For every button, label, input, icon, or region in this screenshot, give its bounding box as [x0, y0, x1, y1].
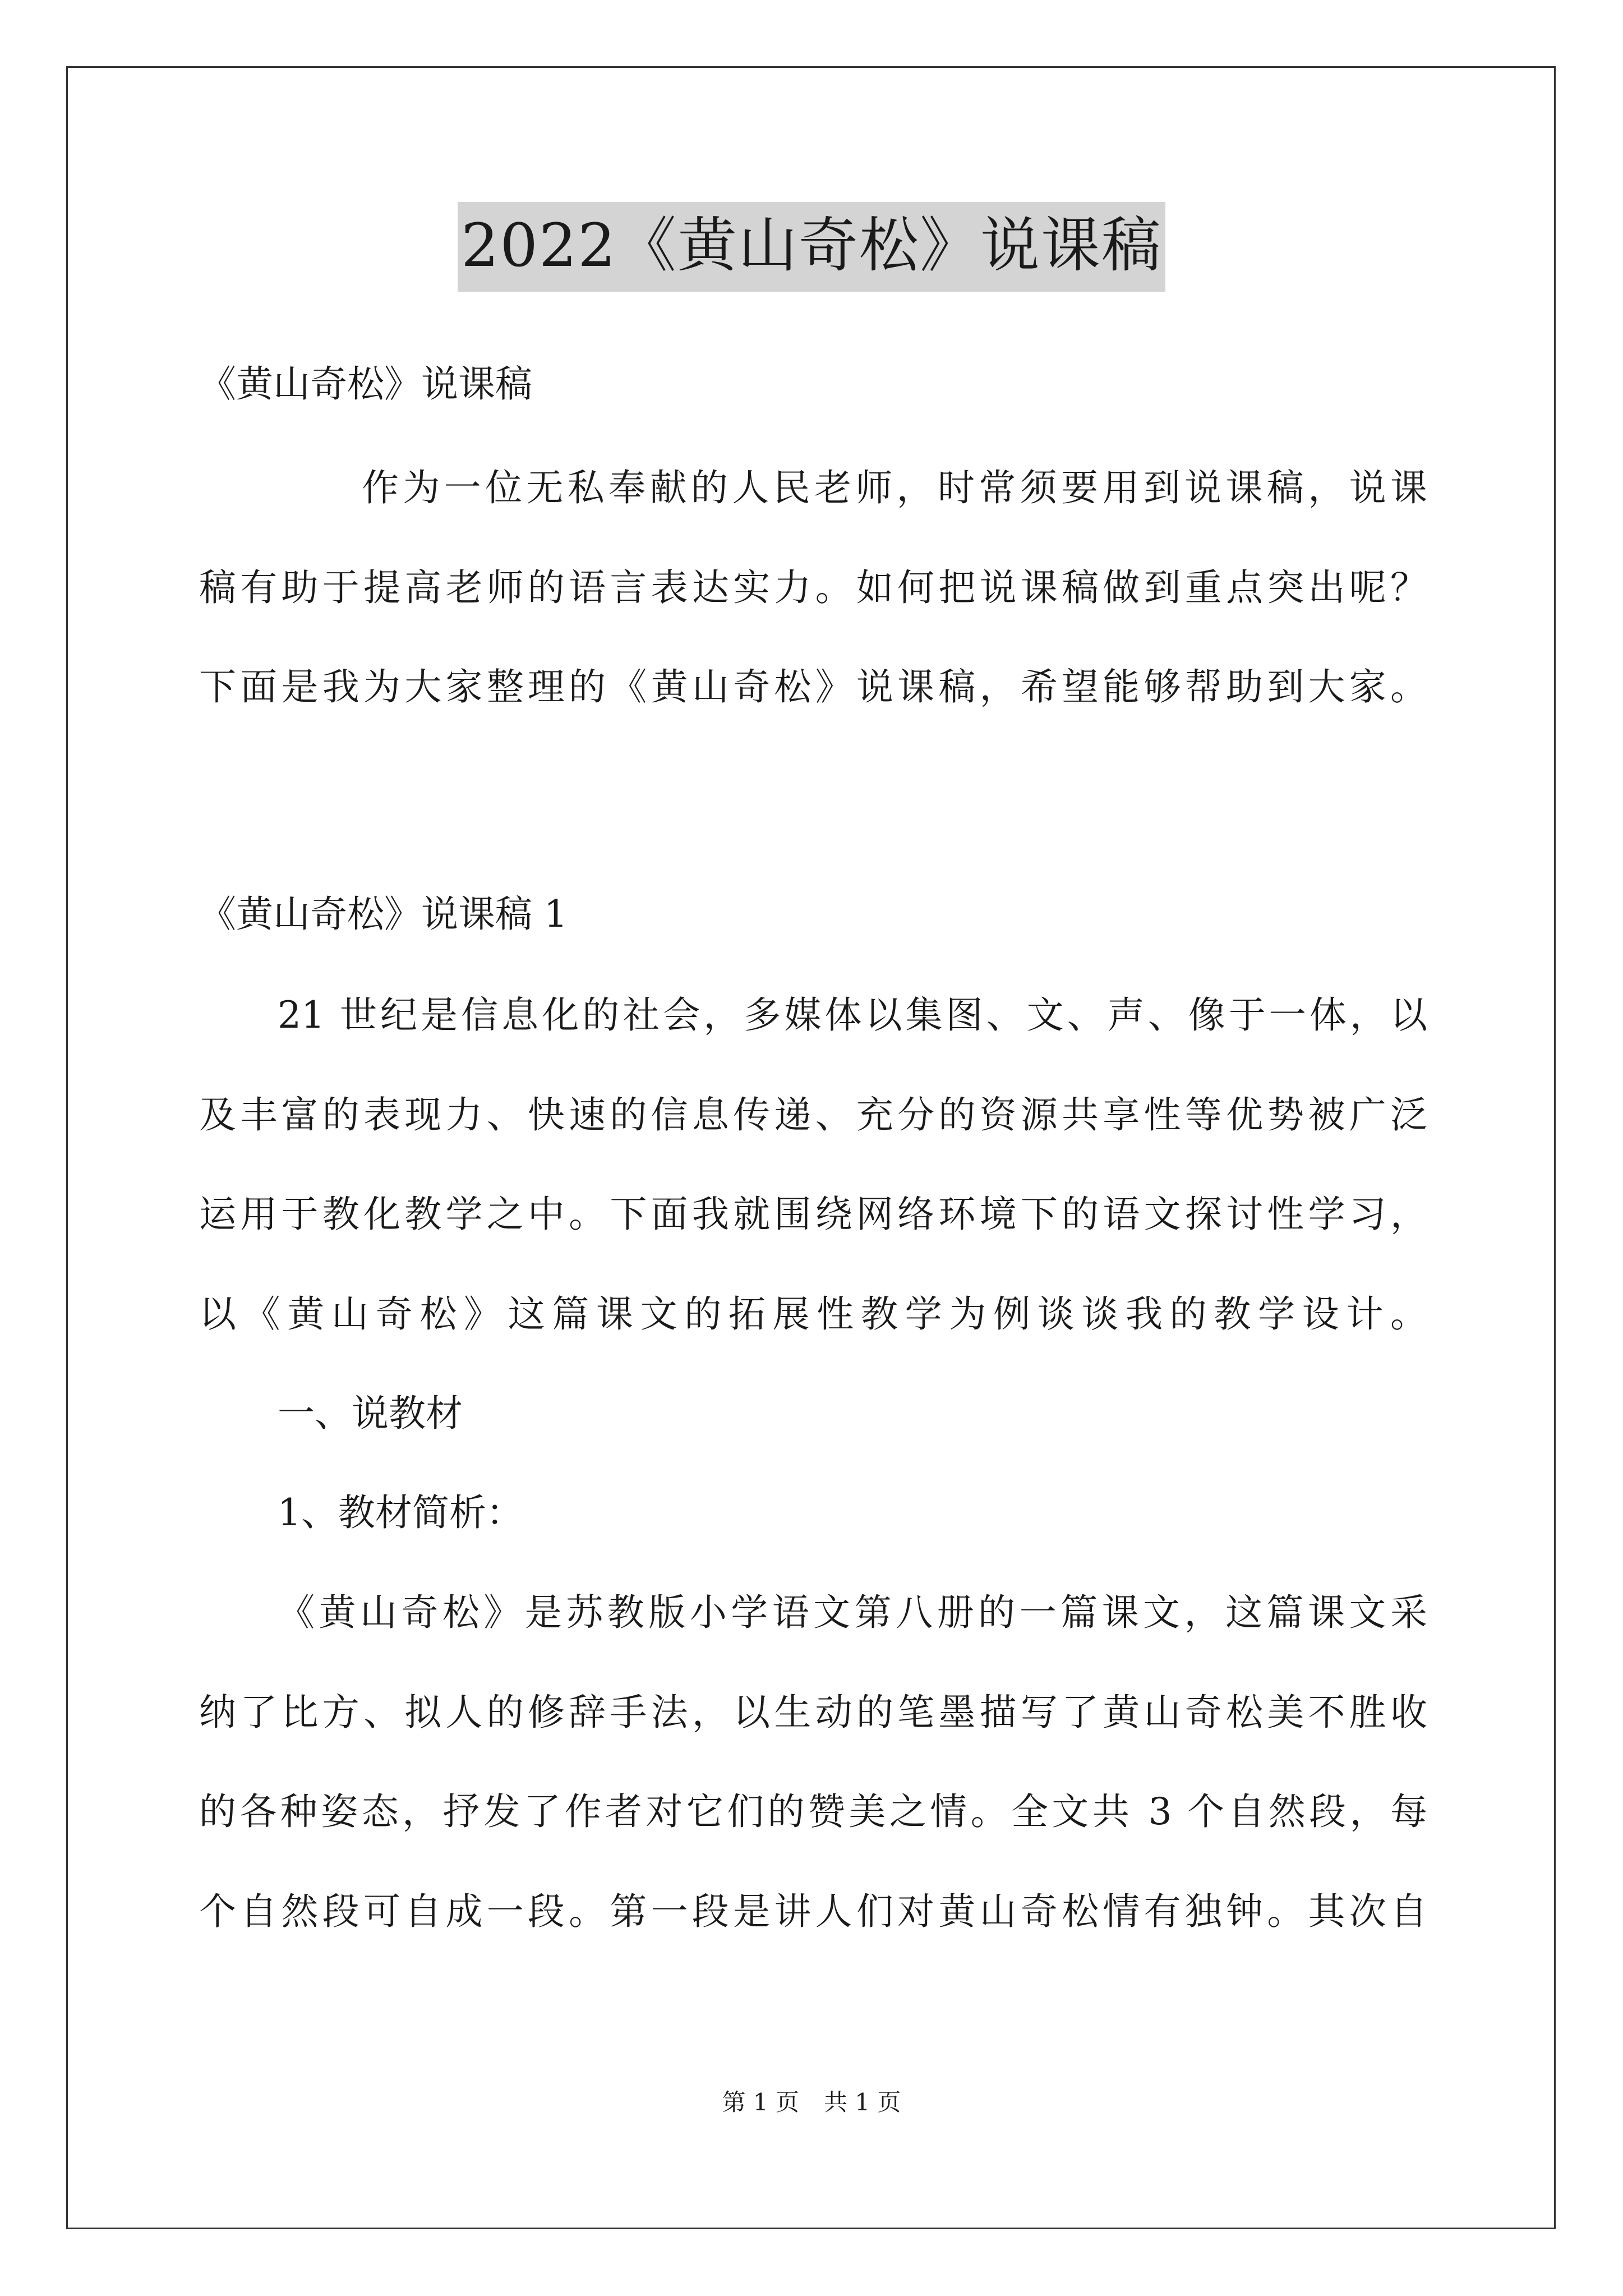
document-title: 2022《黄山奇松》说课稿 — [458, 202, 1165, 292]
paragraph-line: 及丰富的表现力、快速的信息传递、充分的资源共享性等优势被广泛 — [199, 1093, 1427, 1137]
heading-one: 一、说教材 — [278, 1392, 463, 1435]
paragraph-line: 的各种姿态，抒发了作者对它们的赞美之情。全文共 3 个自然段，每 — [199, 1790, 1427, 1833]
paragraph-line: 《黄山奇松》是苏教版小学语文第八册的一篇课文，这篇课文采 — [278, 1591, 1427, 1634]
intro-line: 稿有助于提高老师的语言表达实力。如何把说课稿做到重点突出呢？ — [199, 566, 1427, 609]
heading-sub: 1、教材简析： — [278, 1491, 523, 1534]
paragraph-line: 21 世纪是信息化的社会，多媒体以集图、文、声、像于一体，以 — [278, 993, 1427, 1037]
paragraph-line: 运用于教化教学之中。下面我就围绕网络环境下的语文探讨性学习， — [199, 1193, 1427, 1236]
intro-line: 作为一位无私奉献的人民老师，时常须要用到说课稿，说课 — [362, 466, 1427, 509]
page-number-total: 共 1 页 — [824, 2088, 901, 2116]
page-footer — [0, 2086, 1623, 2119]
document-subtitle: 《黄山奇松》说课稿 — [199, 362, 532, 406]
paragraph-line: 以《黄山奇松》这篇课文的拓展性教学为例谈谈我的教学设计。 — [199, 1292, 1427, 1336]
section-heading: 《黄山奇松》说课稿 1 — [199, 892, 568, 936]
paragraph-line: 纳了比方、拟人的修辞手法，以生动的笔墨描写了黄山奇松美不胜收 — [199, 1691, 1427, 1734]
page-number-current: 第 1 页 — [722, 2088, 799, 2116]
title-container — [0, 202, 1623, 292]
intro-line: 下面是我为大家整理的《黄山奇松》说课稿，希望能够帮助到大家。 — [199, 665, 1427, 708]
paragraph-line: 个自然段可自成一段。第一段是讲人们对黄山奇松情有独钟。其次自 — [199, 1890, 1427, 1933]
